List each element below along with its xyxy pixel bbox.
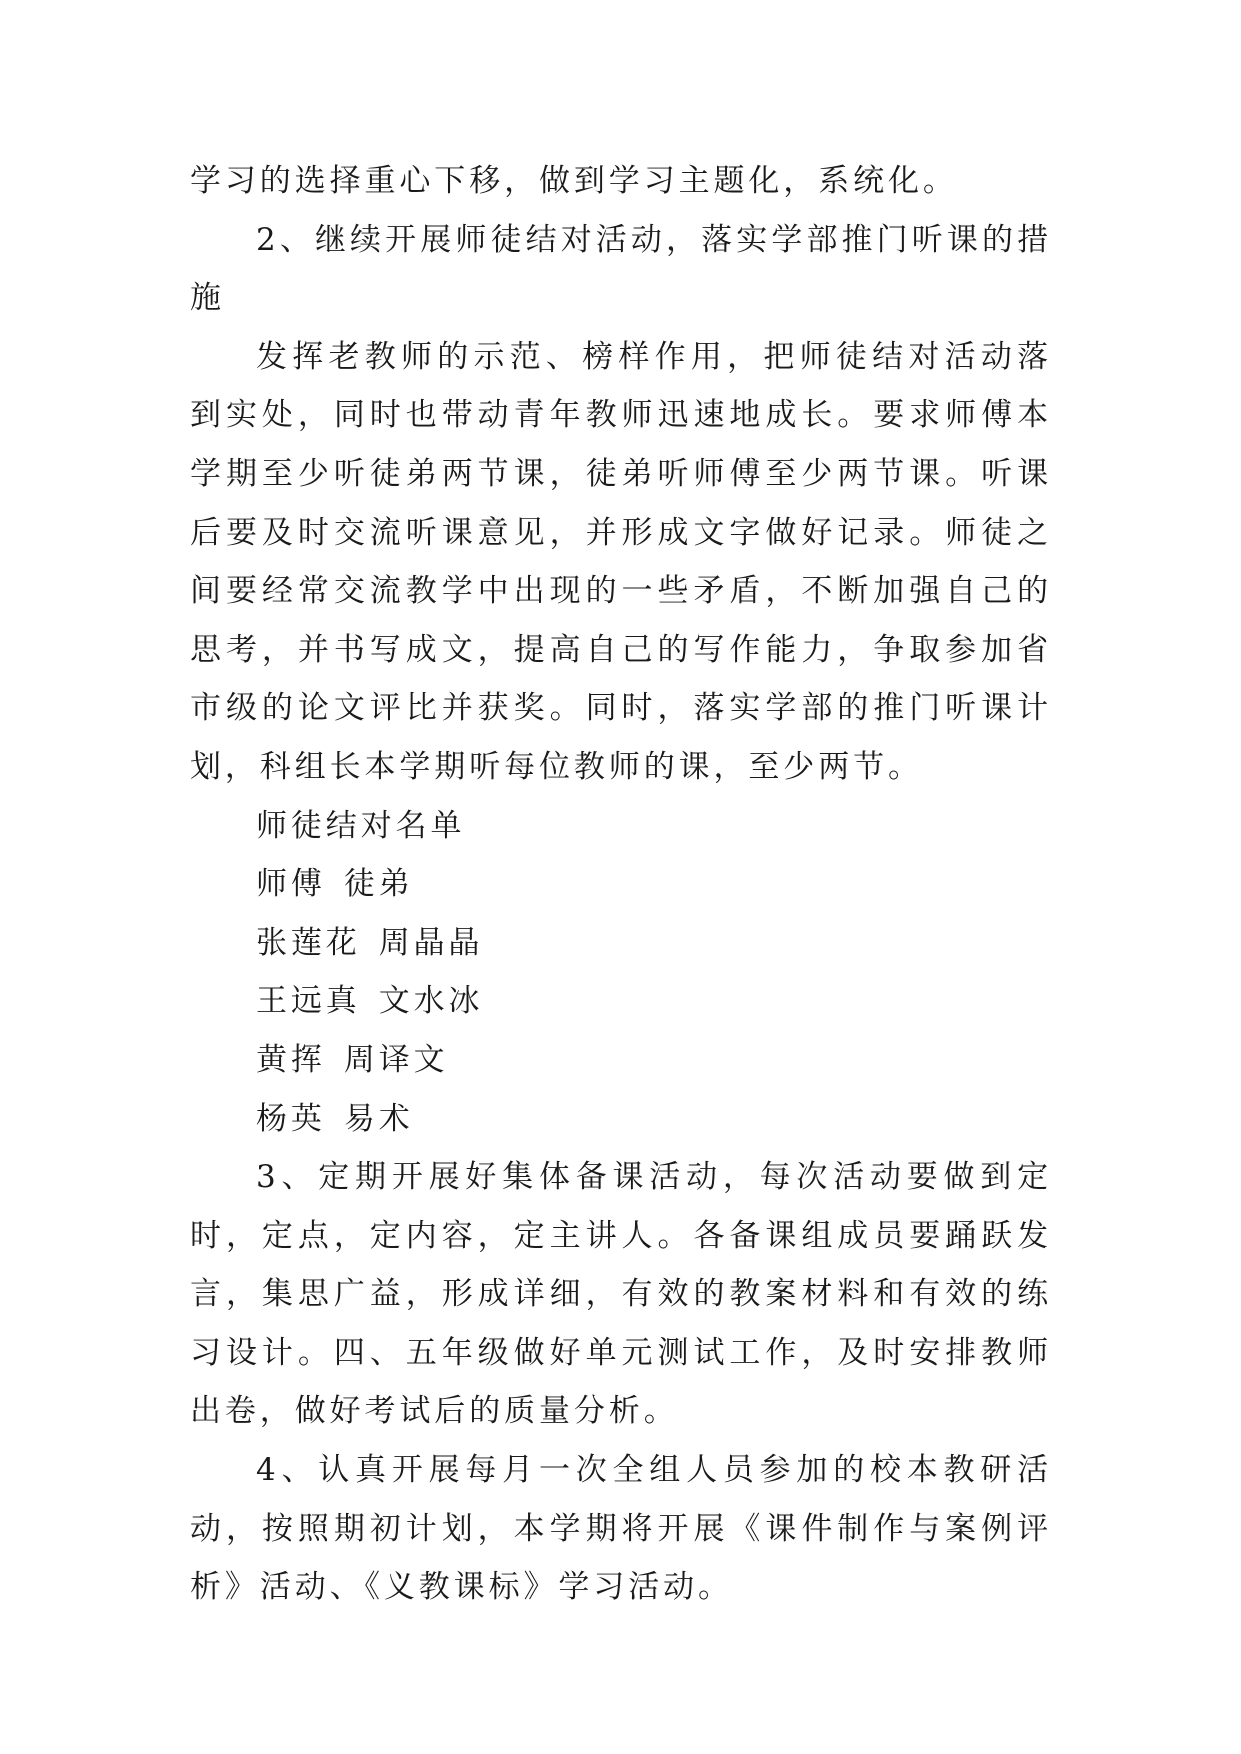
pairing-row [190, 1090, 1052, 1149]
paragraph-continuation: 学习的选择重心下移，做到学习主题化，系统化。 [190, 163, 958, 199]
master-name: 张莲花 [256, 924, 361, 961]
apprentice-column-label: 徒弟 [343, 866, 414, 903]
paragraph-teaching-research: 4、认真开展每月一次全组人员参加的校本教研活动，按照期初计划，本学期将开展《课件制作与案例评析》活动、《义教课标》学习活动。 [190, 1452, 1052, 1606]
document-body [190, 152, 1052, 1617]
pairing-list-header [190, 855, 1052, 914]
pairing-row [190, 972, 1052, 1031]
master-name: 黄挥 [256, 1041, 326, 1078]
paragraph-lesson-prep: 3、定期开展好集体备课活动，每次活动要做到定时，定点，定内容，定主讲人。各备课组成员要踊跃发言，集思广益，形成详细，有效的教案材料和有效的练习设计。四、五年级做好单元测试工作，及时安排教师出卷，做好考试后的质量分析。 [190, 1159, 1052, 1430]
apprentice-name: 周译文 [343, 1041, 449, 1078]
apprentice-name: 文水冰 [378, 983, 484, 1020]
apprentice-name: 周晶晶 [378, 924, 484, 961]
section-heading-2: 2、继续开展师徒结对活动，落实学部推门听课的措施 [190, 221, 1052, 317]
master-column-label: 师傅 [256, 866, 326, 903]
paragraph-mentorship: 发挥老教师的示范、榜样作用，把师徒结对活动落到实处，同时也带动青年教师迅速地成长。要求师傅本学期至少听徒弟两节课，徒弟听师傅至少两节课。听课后要及时交流听课意见，并形成文字做好记录。师徒之间要经常交流教学中出现的一些矛盾，不断加强自己的思考，并书写成文，提高自己的写作能力，争取参加省市级的论文评比并获奖。同时，落实学部的推门听课计划，科组长本学期听每位教师的课，至少两节。 [190, 338, 1052, 785]
pairing-list-title: 师徒结对名单 [256, 807, 466, 844]
apprentice-name: 易术 [343, 1100, 414, 1137]
master-name: 杨英 [256, 1100, 326, 1137]
master-name: 王远真 [256, 983, 361, 1020]
pairing-row [190, 1031, 1052, 1090]
pairing-row [190, 914, 1052, 973]
